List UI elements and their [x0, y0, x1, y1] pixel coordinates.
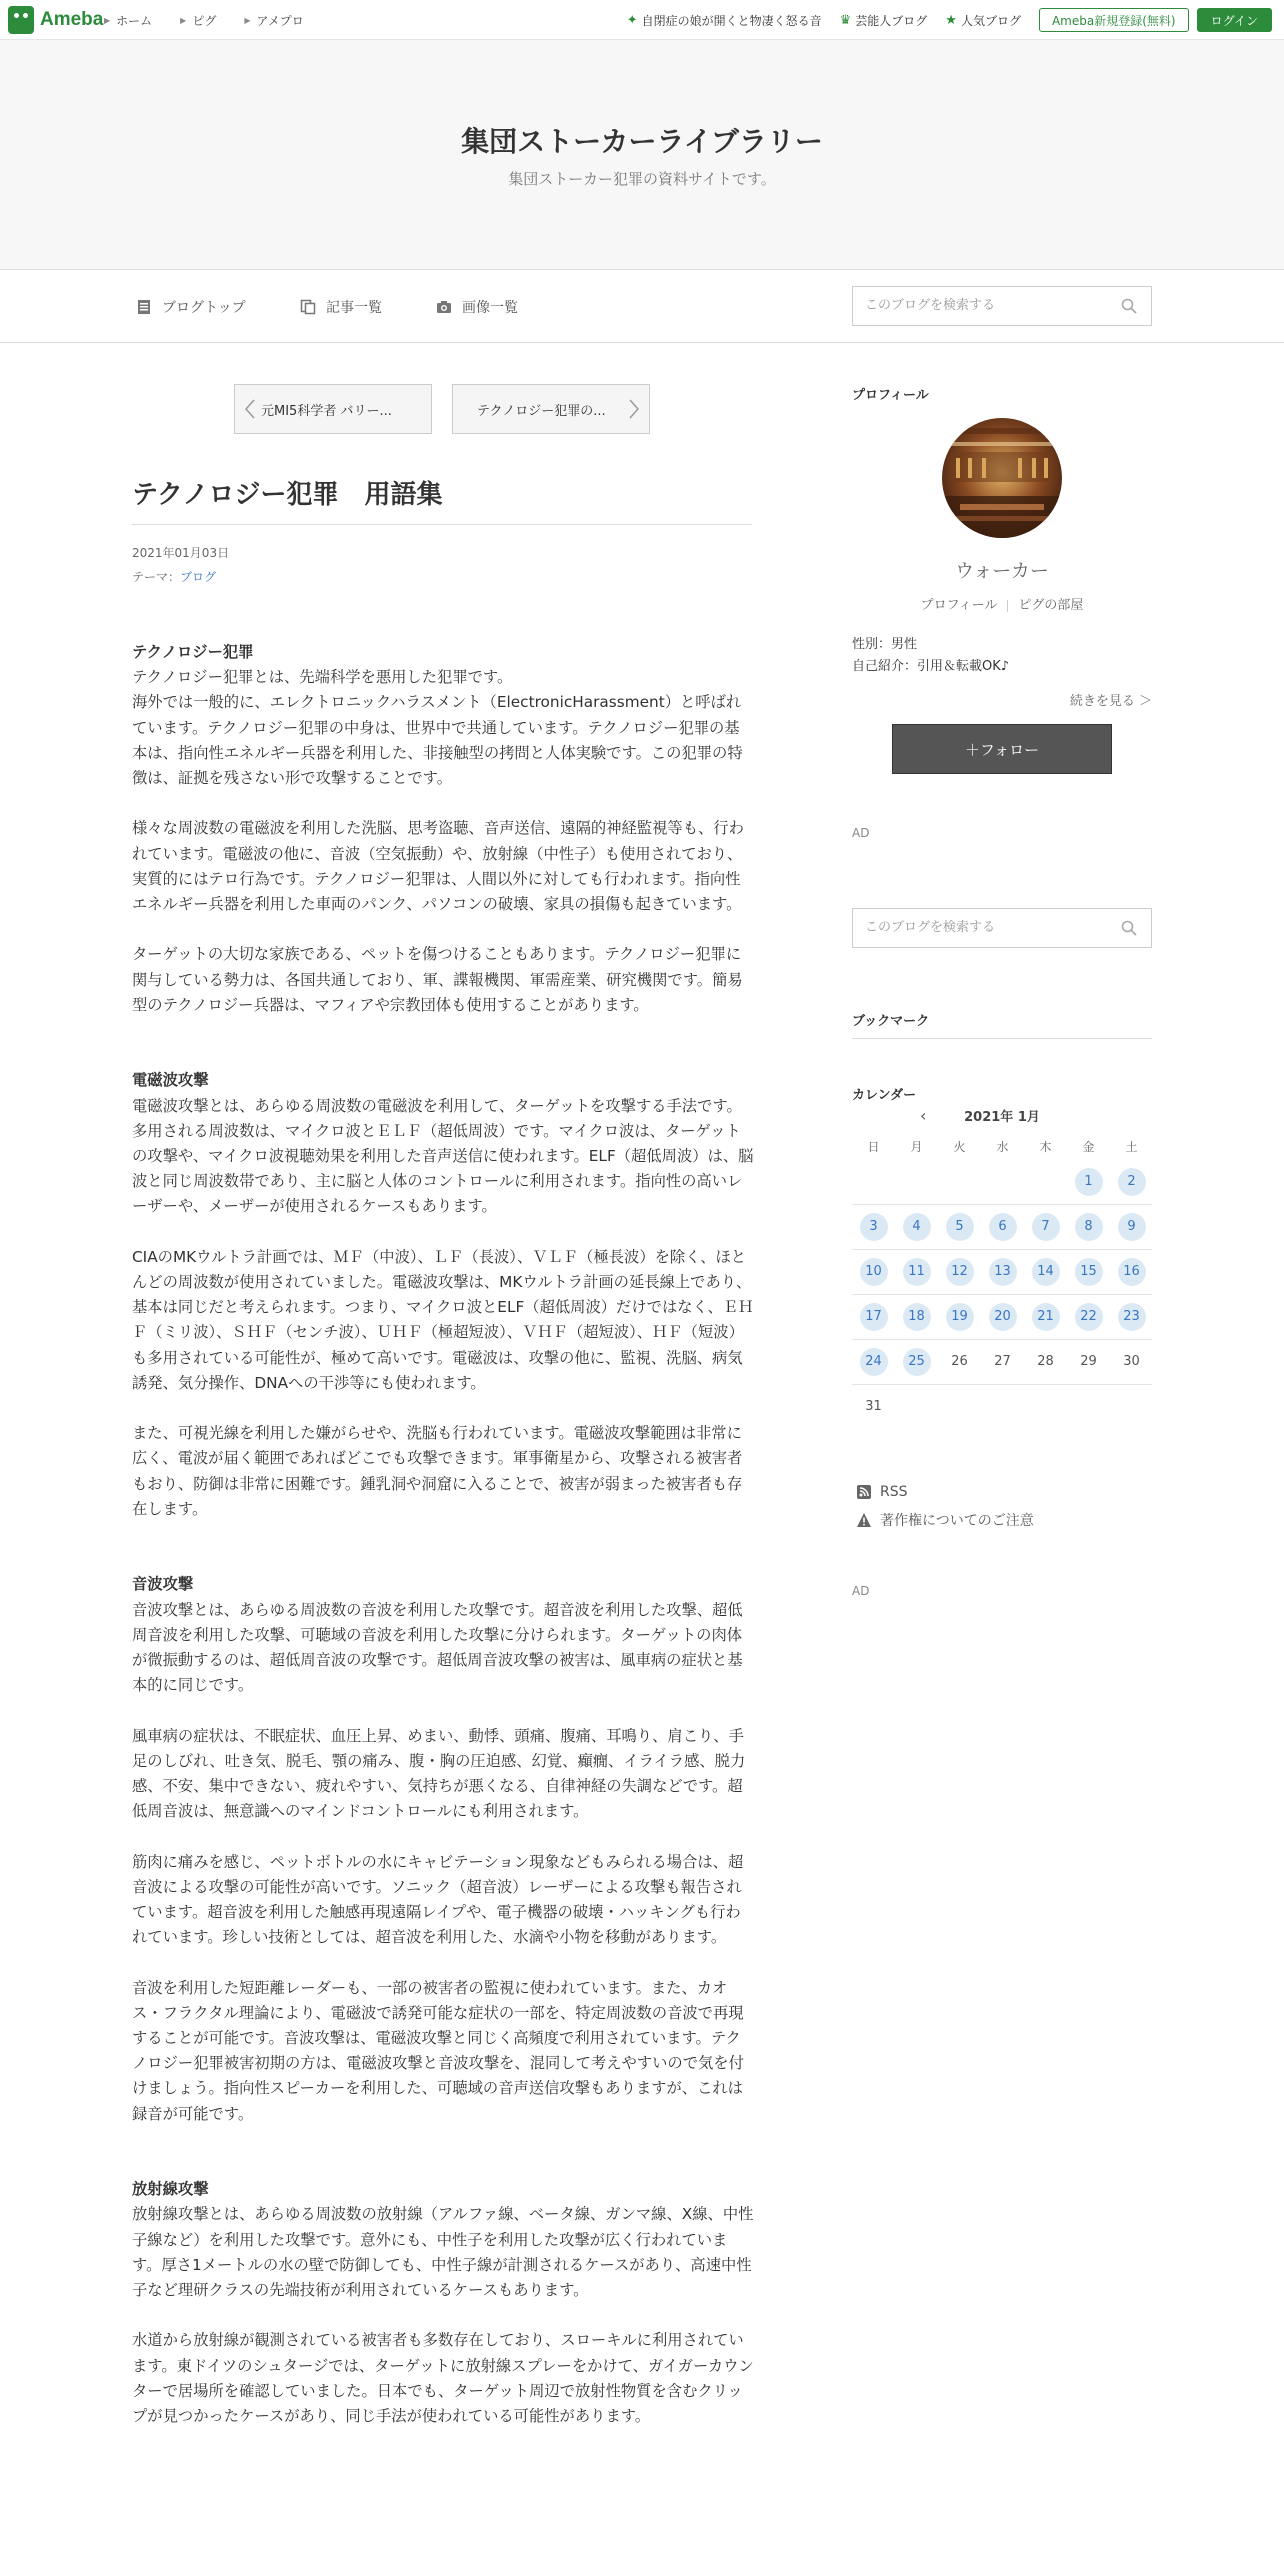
calendar	[852, 1106, 1152, 1436]
blog-top-link[interactable]	[136, 271, 246, 343]
paragraph: CIAのMKウルトラ計画では、ＭＦ（中波）、ＬＦ（長波）、ＶＬＦ（極長波）を除く、ほとんどの周波数が使用されていました。電磁波攻撃は、MKウルトラ計画の延長線上であり、基本は同じだと考えられます。つまり、マイクロ波とELF（超低周波）だけではなく、ＥＨＦ（ミリ波）、ＳＨＦ（センチ波）、ＵＨＦ（極超短波）、ＶＨＦ（超短波）、ＨＦ（短波）も多用されている可能性が、極めて高いです。電磁波は、攻撃の他に、監視、洗脳、病気誘発、気分操作、DNAへの干渉等にも使われます。	[132, 1247, 754, 1392]
blog-nav	[0, 271, 1284, 343]
register-button[interactable]: Ameba新規登録(無料)	[1039, 8, 1189, 32]
calendar-day[interactable]: 11	[903, 1258, 931, 1286]
entries-link[interactable]	[300, 271, 382, 343]
profile-intro: 自己紹介：引用＆転載OK♪	[852, 659, 1010, 674]
paragraph: 音波を利用した短距離レーダーも、一部の被害者の監視に使われています。また、カオス・フラクタル理論により、電磁波で誘発可能な症状の一部を、特定周波数の音波で再現することが可能です。音波攻撃は、電磁波攻撃と同じく高頻度で利用されています。テクノロジー犯罪被害初期の方は、電磁波攻撃と音波攻撃を、混同して考えやすいので気を付けましょう。指向性スピーカーを利用した、可聴域の音声送信攻撃もありますが、これは録音が可能です。	[132, 1978, 744, 2123]
title-divider	[132, 524, 752, 525]
warning-icon	[856, 1512, 872, 1528]
calendar-day[interactable]: 1	[1075, 1168, 1103, 1196]
profile-heading: プロフィール	[852, 388, 929, 403]
calendar-row-divider	[852, 1249, 1152, 1250]
calendar-day[interactable]: 6	[989, 1213, 1017, 1241]
paragraph: 様々な周波数の電磁波を利用した洗脳、思考盗聴、音声送信、遠隔的神経監視等も、行われています。電磁波の他に、音波（空気振動）や、放射線（中性子）も使用されており、実質的にはテロ行為です。テクノロジー犯罪は、人間以外に対しても行われます。指向性エネルギー兵器を利用した車両のパンク、パソコンの破壊、家具の損傷も起きています。	[132, 819, 744, 914]
calendar-day[interactable]: 4	[903, 1213, 931, 1241]
library-photo	[942, 418, 1062, 538]
calendar-month: 2021年 1月	[964, 1110, 1040, 1125]
ad-label: AD	[852, 826, 870, 840]
triangle-icon: ▶	[244, 15, 251, 25]
images-label: 画像一覧	[462, 300, 518, 316]
trending-link[interactable]	[627, 12, 822, 29]
paragraph: 音波攻撃とは、あらゆる周波数の音波を利用した攻撃です。超音波を利用した攻撃、超低周音波を利用した攻撃、可聴域の音波を利用した攻撃に分けられます。ターゲットの肉体が微振動するのは、超低周音波の攻撃です。超低周音波攻撃の被害は、風車病の症状と基本的に同じです。	[132, 1600, 743, 1695]
weekday-label: 土	[1125, 1140, 1138, 1154]
search-placeholder: このブログを検索する	[865, 920, 996, 935]
sidebar-search-input[interactable]	[852, 908, 1152, 948]
camera-icon	[436, 299, 452, 315]
calendar-day[interactable]: 23	[1118, 1303, 1146, 1331]
chevron-right-icon	[623, 398, 643, 420]
search-icon[interactable]	[1121, 298, 1137, 314]
blog-search-input[interactable]	[852, 286, 1152, 326]
calendar-day[interactable]: 10	[860, 1258, 888, 1286]
paragraph: ターゲットの大切な家族である、ペットを傷つけることもあります。テクノロジー犯罪に関与している勢力は、各国共通しており、軍、諜報機関、軍需産業、研究機関です。簡易型のテクノロジー兵器は、マフィアや宗教団体も使用することがあります。	[132, 945, 743, 1014]
star-icon: ★	[945, 12, 957, 28]
weekday-label: 木	[1039, 1140, 1052, 1154]
theme-link[interactable]: ブログ	[180, 570, 217, 584]
header-right	[627, 0, 1272, 40]
calendar-day[interactable]: 18	[903, 1303, 931, 1331]
section-spacer	[132, 1547, 754, 1572]
calendar-day[interactable]: 2	[1118, 1168, 1146, 1196]
paragraph: 筋肉に痛みを感じ、ペットボトルの水にキャビテーション現象などもみられる場合は、超音波による攻撃の可能性が高いです。ソニック（超音波）レーザーによる攻撃も報告されています。超音波を利用した触感再現遠隔レイプや、電子機器の破壊・ハッキングも行われています。珍しい技術としては、超音波を利用した、水滴や小物を移動があります。	[132, 1852, 744, 1947]
next-article-label: テクノロジー犯罪の...	[477, 403, 606, 419]
weekday-label: 火	[953, 1140, 966, 1154]
chevron-left-icon[interactable]: ‹	[920, 1106, 927, 1125]
calendar-day[interactable]: 24	[860, 1348, 888, 1376]
celebrity-blog-link[interactable]	[840, 12, 928, 29]
read-more-link[interactable]: 続きを見る ＞	[1069, 694, 1152, 709]
blog-header	[0, 40, 1284, 270]
weekday-label: 月	[910, 1140, 923, 1154]
divider	[1007, 600, 1008, 612]
paragraph: また、可視光線を利用した嫌がらせや、洗脳も行われています。電磁波攻撃範囲は非常に広く、電波が届く範囲であればどこでも攻撃できます。軍事衛星から、攻撃される被害者もおり、防御は非常に困難です。鍾乳洞や洞窟に入ることで、被害が弱まった被害者も存在します。	[132, 1424, 743, 1518]
article-theme	[132, 568, 216, 585]
paragraph: テクノロジー犯罪とは、先端科学を悪用した犯罪です。 海外では一般的に、エレクトロニックハラスメント（ElectronicHarassment）と呼ばれています。テクノロジー犯罪の中身は、世界中で共通しています。テクノロジー犯罪の基本は、指向性エネルギー兵器を利用した、非接触型の拷問と人体実験です。この犯罪の特徴は、証拠を残さない形で攻撃することです。	[132, 668, 743, 788]
calendar-row-divider	[852, 1294, 1152, 1295]
profile-gender: 性別：男性	[852, 637, 918, 652]
calendar-day[interactable]: 22	[1075, 1303, 1103, 1331]
section-spacer	[132, 2152, 754, 2177]
ad-label-bottom: AD	[852, 1584, 870, 1598]
prev-article-button[interactable]	[234, 384, 432, 434]
calendar-day[interactable]: 17	[860, 1303, 888, 1331]
calendar-day[interactable]: 16	[1118, 1258, 1146, 1286]
section-spacer	[132, 1043, 754, 1068]
document-icon	[136, 299, 152, 315]
calendar-day: 28	[1037, 1354, 1054, 1369]
calendar-day[interactable]: 25	[903, 1348, 931, 1376]
calendar-day[interactable]: 9	[1118, 1213, 1146, 1241]
paragraph: 電磁波攻撃とは、あらゆる周波数の電磁波を利用して、ターゲットを攻撃する手法です。多用される周波数は、マイクロ波とＥＬＦ（超低周波）です。マイクロ波は、ターゲットの攻撃や、マイクロ波視聴効果を利用した音声送信に使われます。ELF（超低周波）は、脳波と同じ周波数帯であり、主に脳と人体のコントロールに利用されます。指向性の高いレーザーや、メーザーが使用されるケースもあります。	[132, 1096, 754, 1216]
follow-button[interactable]: ＋フォロー	[892, 724, 1112, 774]
calendar-day[interactable]: 20	[989, 1303, 1017, 1331]
nav-home-label: ホーム	[116, 13, 153, 28]
bookmark-divider	[852, 1038, 1152, 1039]
profile-links	[852, 594, 1152, 613]
triangle-icon: ▶	[104, 15, 111, 25]
images-link[interactable]	[436, 271, 518, 343]
next-article-button[interactable]	[452, 384, 650, 434]
global-header	[0, 0, 1284, 40]
section-heading: テクノロジー犯罪	[132, 643, 254, 661]
calendar-row-divider	[852, 1204, 1152, 1205]
nav-amepro-label: アメプロ	[256, 13, 304, 28]
ameba-logo[interactable]	[8, 6, 103, 34]
calendar-day: 27	[994, 1354, 1011, 1369]
search-placeholder: このブログを検索する	[865, 298, 996, 313]
pig-room-link[interactable]: ピグの部屋	[1018, 598, 1084, 613]
section-heading: 電磁波攻撃	[132, 1071, 209, 1090]
nav-home[interactable]	[104, 12, 152, 29]
profile-link[interactable]: プロフィール	[920, 598, 998, 613]
calendar-day: 26	[951, 1354, 968, 1369]
copy-icon	[300, 299, 316, 315]
profile-info	[852, 634, 1009, 678]
ameba-logo-icon	[8, 6, 34, 34]
calendar-day[interactable]: 21	[1032, 1303, 1060, 1331]
celebrity-blog-label: 芸能人ブログ	[855, 13, 928, 28]
calendar-day: 29	[1080, 1354, 1097, 1369]
paragraph: 放射線攻撃とは、あらゆる周波数の放射線（アルファ線、ベータ線、ガンマ線、X線、中性子線など）を利用した攻撃です。意外にも、中性子を利用した攻撃が広く行われています。厚さ1メートルの水の壁で防御しても、中性子線が計測されるケースがあり、高速中性子など理研クラスの先端技術が利用されているケースもあります。	[132, 2205, 754, 2299]
triangle-icon: ▶	[180, 15, 187, 25]
calendar-day[interactable]: 13	[989, 1258, 1017, 1286]
sparkle-icon: ✦	[626, 12, 638, 28]
calendar-row-divider	[852, 1384, 1152, 1385]
rss-link[interactable]	[856, 1484, 908, 1500]
popular-blog-link[interactable]	[945, 12, 1021, 29]
weekday-label: 水	[996, 1140, 1009, 1154]
calendar-day[interactable]: 8	[1075, 1213, 1103, 1241]
weekday-label: 金	[1082, 1140, 1095, 1154]
calendar-day[interactable]: 5	[946, 1213, 974, 1241]
logo-text: Ameba	[40, 9, 104, 30]
nav-pigg[interactable]	[180, 12, 216, 29]
crown-icon: ♛	[839, 12, 852, 28]
blog-title[interactable]: 集団ストーカーライブラリー	[461, 125, 823, 158]
copyright-label: 著作権についてのご注意	[880, 1513, 1034, 1529]
calendar-day[interactable]: 3	[860, 1213, 888, 1241]
section-heading: 音波攻撃	[132, 1575, 194, 1594]
rss-label: RSS	[880, 1484, 908, 1500]
calendar-day[interactable]: 14	[1032, 1258, 1060, 1286]
calendar-day[interactable]: 12	[946, 1258, 974, 1286]
trending-link-label: 自閉症の娘が開くと物凄く怒る音	[641, 13, 822, 28]
sidebar-footer	[852, 1484, 1152, 1544]
paragraph: 水道から放射線が観測されている被害者も多数存在しており、スローキルに利用されています。東ドイツのシュタージでは、ターゲットに放射線スプレーをかけて、ガイガーカウンターで居場所を確認していました。日本でも、ターゲット周辺で放射性物質を含むクリップが見つかったケースがあり、同じ手法が使われている可能性があります。	[132, 2331, 754, 2425]
rss-icon	[856, 1484, 872, 1500]
popular-blog-label: 人気ブログ	[960, 13, 1021, 28]
profile-module	[852, 384, 1152, 804]
chevron-left-icon	[241, 398, 261, 420]
article-body	[132, 640, 754, 2454]
calendar-heading: カレンダー	[852, 1088, 917, 1103]
paragraph: 風車病の症状は、不眠症状、血圧上昇、めまい、動悸、頭痛、腹痛、耳鳴り、肩こり、手足のしびれ、吐き気、脱毛、顎の痛み、腹・胸の圧迫感、幻覚、癲癇、イライラ感、脱力感、不安、集中できない、疲れやすい、気持ちが悪くなる、自律神経の失調などです。超低周音波は、無意識へのマインドコントロールにも利用されます。	[132, 1726, 746, 1821]
nav-pigg-label: ピグ	[192, 13, 217, 28]
article-title: テクノロジー犯罪 用語集	[132, 480, 443, 510]
prev-article-label: 元MI5科学者 バリー...	[261, 403, 392, 419]
avatar[interactable]	[942, 418, 1062, 538]
article-date: 2021年01月03日	[132, 546, 230, 560]
profile-name[interactable]: ウォーカー	[955, 560, 1049, 582]
blog-top-label: ブログトップ	[162, 300, 246, 316]
login-button[interactable]: ログイン	[1197, 8, 1272, 32]
copyright-link[interactable]	[856, 1510, 1034, 1530]
calendar-day: 31	[865, 1399, 882, 1414]
nav-amepro[interactable]	[244, 12, 303, 29]
section-heading: 放射線攻撃	[132, 2180, 209, 2199]
theme-label: テーマ：	[132, 570, 181, 584]
bookmark-heading: ブックマーク	[852, 1014, 930, 1029]
global-nav	[104, 0, 332, 40]
entries-label: 記事一覧	[326, 300, 382, 316]
blog-description: 集団ストーカー犯罪の資料サイトです。	[508, 170, 776, 188]
calendar-day: 30	[1123, 1354, 1140, 1369]
calendar-day[interactable]: 7	[1032, 1213, 1060, 1241]
search-icon[interactable]	[1121, 920, 1137, 936]
weekday-label: 日	[867, 1140, 880, 1154]
calendar-day[interactable]: 19	[946, 1303, 974, 1331]
calendar-row-divider	[852, 1339, 1152, 1340]
calendar-day[interactable]: 15	[1075, 1258, 1103, 1286]
